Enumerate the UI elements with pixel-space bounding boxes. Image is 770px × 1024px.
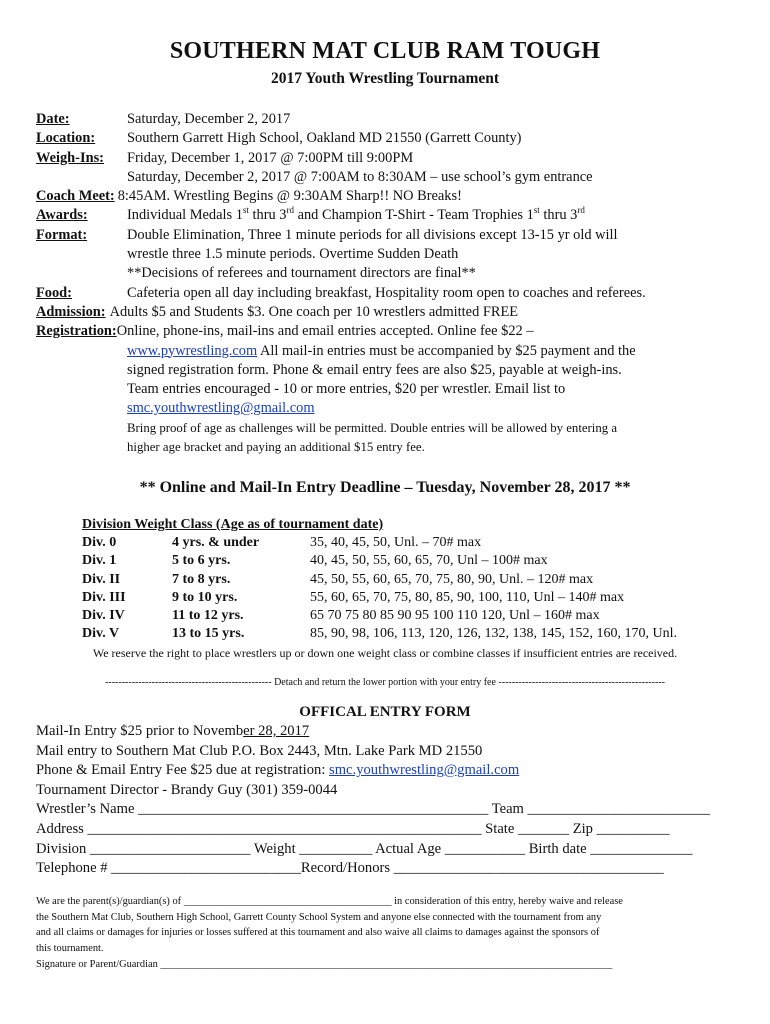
waiver-line: and all claims or damages for injuries or losses suffered at this tournament and also waive all claims to damages against the sponsors of — [36, 927, 600, 939]
division-name: Div. IV — [82, 608, 125, 624]
registration-value-5: Bring proof of age as challenges will be permitted. Double entries will be allowed by entering a — [127, 420, 618, 435]
event-info — [36, 110, 746, 457]
registration-label: Registration: — [36, 323, 117, 340]
registration-value-2: www.pywrestling.com All mail-in entries must be accompanied by $25 payment and the — [127, 342, 636, 359]
email-link[interactable]: smc.youthwrestling@gmail.com — [127, 400, 315, 417]
location-row — [36, 129, 746, 148]
mail-address-line: Mail entry to Southern Mat Club P.O. Box 2443, Mtn. Lake Park MD 21550 — [36, 742, 483, 759]
director-line: Tournament Director - Brandy Guy (301) 359-0044 — [36, 781, 338, 798]
division-name: Div. III — [82, 589, 126, 605]
division-row — [82, 607, 677, 625]
division-weights: 65 70 75 80 85 90 95 100 110 120, Unl – 160# max — [310, 608, 600, 624]
entry-form-title: OFFICAL ENTRY FORM — [299, 704, 471, 720]
date-row — [36, 110, 746, 129]
location-value: Southern Garrett High School, Oakland MD 21550 (Garrett County) — [127, 130, 522, 147]
registration-value-6: higher age bracket and paying an additional $15 entry fee. — [127, 440, 425, 455]
division-name: Div. 0 — [82, 535, 117, 551]
waiver-text — [36, 894, 726, 973]
coach-value: 8:45AM. Wrestling Begins @ 9:30AM Sharp!! NO Breaks! — [117, 188, 462, 205]
division-field[interactable]: Division ______________________ Weight __________ Actual Age ___________ Birth date ______________ — [36, 840, 693, 857]
division-row — [82, 534, 677, 552]
division-weights: 55, 60, 65, 70, 75, 80, 85, 90, 100, 110, Unl – 140# max — [310, 589, 625, 605]
phone-email-line: Phone & Email Entry Fee $25 due at registration: smc.youthwrestling@gmail.com — [36, 762, 520, 779]
division-age: 9 to 10 yrs. — [172, 589, 238, 605]
format-label: Format: — [36, 226, 88, 243]
telephone-field[interactable]: Telephone # __________________________Record/Honors _____________________________________ — [36, 860, 664, 877]
waiver-line: this tournament. — [36, 943, 104, 955]
division-row — [82, 552, 677, 570]
format-value-2: wrestle three 1.5 minute periods. Overtime Sudden Death — [127, 246, 459, 263]
registration-value-3: signed registration form. Phone & email entry fees are also $25, payable at weigh-ins. — [127, 361, 622, 378]
division-age: 11 to 12 yrs. — [172, 608, 244, 624]
registration-value-4: Team entries encouraged - 10 or more entries, $20 per wrestler. Email list to — [127, 381, 566, 398]
pywrestling-link[interactable]: www.pywrestling.com — [127, 342, 258, 359]
division-age: 4 yrs. & under — [172, 535, 260, 551]
coach-label: Coach Meet: — [36, 188, 115, 205]
registration-row — [36, 322, 746, 341]
division-weights: 85, 90, 98, 106, 113, 120, 126, 132, 138, 145, 152, 160, 170, Unl. — [310, 626, 677, 642]
awards-label: Awards: — [36, 207, 88, 224]
admission-row — [36, 303, 746, 322]
awards-value: Individual Medals 1st thru 3rd and Champion T-Shirt - Team Trophies 1st thru 3rd — [127, 205, 585, 224]
division-age: 7 to 8 yrs. — [172, 571, 231, 587]
division-row — [82, 571, 677, 589]
weighins-value-2: Saturday, December 2, 2017 @ 7:00AM to 8:30AM – use school’s gym entrance — [127, 168, 593, 185]
reserve-note: We reserve the right to place wrestlers up or down one weight class or combine classes if insufficient entries are received. — [92, 646, 678, 660]
food-row — [36, 284, 746, 303]
weighins-label: Weigh-Ins: — [36, 149, 104, 166]
coach-row — [36, 187, 746, 206]
address-field[interactable]: Address ______________________________________________________ State _______ Zip __________ — [36, 820, 670, 837]
weighins-row — [36, 149, 746, 168]
page-subtitle: 2017 Youth Wrestling Tournament — [270, 70, 500, 87]
division-weights: 40, 45, 50, 55, 60, 65, 70, Unl – 100# max — [310, 553, 548, 569]
division-row — [82, 589, 677, 607]
awards-row — [36, 206, 746, 225]
mail-in-line: Mail-In Entry $25 prior to November 28, 2017 — [36, 723, 310, 739]
division-heading: Division Weight Class (Age as of tournament date) — [82, 517, 384, 532]
waiver-line: the Southern Mat Club, Southern High School, Garrett County School System and anyone else connected with the tournament from any — [36, 911, 602, 923]
food-label: Food: — [36, 284, 72, 301]
division-age: 5 to 6 yrs. — [172, 553, 231, 569]
format-row — [36, 226, 746, 245]
signature-field[interactable]: Signature or Parent/Guardian _______________________________________________________________________________________ — [36, 958, 613, 970]
format-value-1: Double Elimination, Three 1 minute periods for all divisions except 13-15 yr old will — [127, 226, 618, 243]
division-age: 13 to 15 yrs. — [172, 626, 245, 642]
form-email-link[interactable]: smc.youthwrestling@gmail.com — [329, 762, 520, 779]
division-table — [82, 516, 677, 643]
admission-value: Adults $5 and Students $3. One coach per 10 wrestlers admitted FREE — [109, 303, 519, 320]
entry-deadline: ** Online and Mail-In Entry Deadline – Tuesday, November 28, 2017 ** — [139, 479, 631, 496]
registration-value-1: Online, phone-ins, mail-ins and email entries accepted. Online fee $22 – — [116, 323, 534, 340]
registration-email-line — [36, 399, 746, 418]
division-name: Div. II — [82, 571, 121, 587]
division-weights: 35, 40, 45, 50, Unl. – 70# max — [310, 535, 482, 551]
division-weights: 45, 50, 55, 60, 65, 70, 75, 80, 90, Unl. – 120# max — [310, 571, 594, 587]
division-name: Div. V — [82, 626, 120, 642]
detach-line: -------------------------------------------------- Detach and return the lower portion with your entry fee -------------------------------------------------- — [105, 677, 665, 688]
location-label: Location: — [36, 130, 96, 147]
format-value-3: **Decisions of referees and tournament directors are final** — [127, 265, 476, 282]
division-name: Div. 1 — [82, 553, 117, 569]
entry-form — [36, 722, 736, 879]
food-value: Cafeteria open all day including breakfast, Hospitality room open to coaches and referees. — [127, 284, 646, 301]
page-title: SOUTHERN MAT CLUB RAM TOUGH — [169, 38, 601, 64]
weighins-value-1: Friday, December 1, 2017 @ 7:00PM till 9:00PM — [127, 149, 414, 166]
wrestler-name-field[interactable]: Wrestler’s Name ________________________________________________ Team _________________________ — [36, 801, 710, 818]
date-value: Saturday, December 2, 2017 — [127, 111, 291, 127]
division-row — [82, 625, 677, 643]
waiver-line: We are the parent(s)/guardian(s) of ________________________________________ in consideration of this entry, hereby waive and release — [36, 896, 623, 907]
admission-label: Admission: — [36, 303, 106, 320]
date-label: Date: — [36, 111, 70, 127]
